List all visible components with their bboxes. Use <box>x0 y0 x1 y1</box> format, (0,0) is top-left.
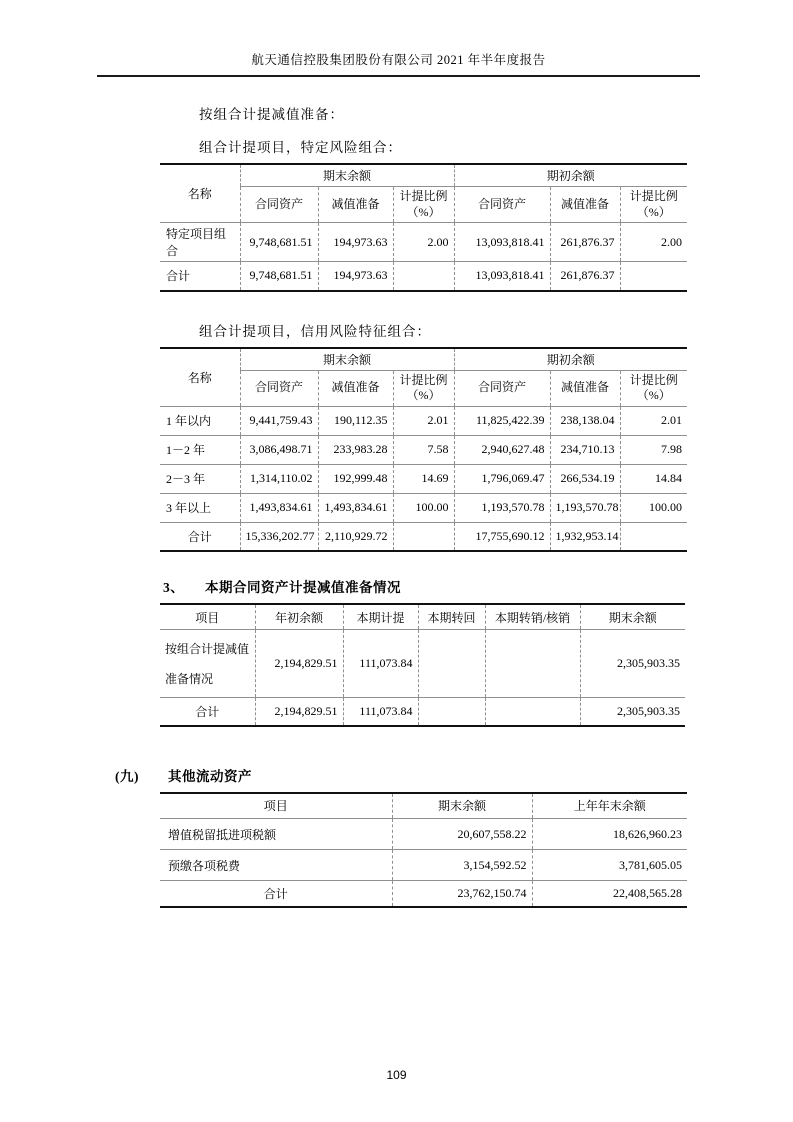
cell-prior-year-end-balance: 18,626,960.23 <box>532 819 687 850</box>
cell-end-impair: 233,983.28 <box>318 435 393 464</box>
cell-reversed <box>418 698 485 726</box>
cell-begin-impair: 1,193,570.78 <box>550 493 620 522</box>
section-9-number: (九) <box>115 768 139 784</box>
cell-end-ratio <box>393 522 454 551</box>
cell-beginning-balance: 2,194,829.51 <box>255 698 343 726</box>
col-header-ratio: 计提比例（%） <box>620 187 687 223</box>
cell-ending-balance: 23,762,150.74 <box>392 881 532 907</box>
cell-begin-asset: 13,093,818.41 <box>454 262 550 291</box>
cell-begin-ratio <box>620 522 687 551</box>
cell-begin-impair: 261,876.37 <box>550 223 620 262</box>
cell-end-impair: 1,493,834.61 <box>318 493 393 522</box>
section-3-title: 本期合同资产计提减值准备情况 <box>205 580 401 596</box>
col-header-written-off: 本期转销/核销 <box>485 604 580 629</box>
cell-begin-ratio: 100.00 <box>620 493 687 522</box>
cell-begin-asset: 1,796,069.47 <box>454 464 550 493</box>
col-group-beginning-balance: 期初余额 <box>454 348 687 371</box>
cell-end-asset: 3,086,498.71 <box>240 435 318 464</box>
cell-begin-ratio <box>620 262 687 291</box>
table-row <box>160 435 687 464</box>
col-header-impairment: 减值准备 <box>550 370 620 406</box>
page-number: 109 <box>386 1068 407 1082</box>
table-other-current-assets <box>160 792 687 908</box>
cell-begin-asset: 1,193,570.78 <box>454 493 550 522</box>
table-row <box>160 629 685 697</box>
paragraph-impairment-intro: 按组合计提减值准备： <box>199 107 344 122</box>
cell-end-impair: 192,999.48 <box>318 464 393 493</box>
col-header-beginning-balance: 年初余额 <box>255 604 343 629</box>
cell-reversed <box>418 629 485 697</box>
cell-end-ratio: 100.00 <box>393 493 454 522</box>
cell-begin-ratio: 2.00 <box>620 223 687 262</box>
col-header-prior-year-end-balance: 上年年末余额 <box>532 793 687 819</box>
col-header-contract-asset: 合同资产 <box>454 187 550 223</box>
row-label: 按组合计提减值准备情况 <box>160 629 255 697</box>
paragraph-specific-intro: 组合计提项目，特定风险组合： <box>199 140 402 155</box>
table-header-row <box>160 164 687 187</box>
table-subheader-row <box>160 187 687 223</box>
cell-end-impair: 194,973.63 <box>318 262 393 291</box>
cell-end-ratio <box>393 262 454 291</box>
cell-written-off <box>485 629 580 697</box>
col-group-ending-balance: 期末余额 <box>240 164 454 187</box>
cell-begin-asset: 11,825,422.39 <box>454 406 550 435</box>
table-subheader-row <box>160 370 687 406</box>
cell-begin-asset: 13,093,818.41 <box>454 223 550 262</box>
cell-begin-asset: 2,940,627.48 <box>454 435 550 464</box>
cell-end-impair: 194,973.63 <box>318 223 393 262</box>
cell-end-asset: 9,748,681.51 <box>240 223 318 262</box>
table-row <box>160 223 687 262</box>
cell-begin-impair: 261,876.37 <box>550 262 620 291</box>
cell-begin-impair: 1,932,953.14 <box>550 522 620 551</box>
cell-end-asset: 9,748,681.51 <box>240 262 318 291</box>
cell-end-ratio: 2.00 <box>393 223 454 262</box>
cell-end-ratio: 14.69 <box>393 464 454 493</box>
table-row <box>160 819 687 850</box>
table-total-row <box>160 698 685 726</box>
cell-end-impair: 190,112.35 <box>318 406 393 435</box>
cell-end-asset: 1,493,834.61 <box>240 493 318 522</box>
row-label: 1－2 年 <box>160 435 240 464</box>
cell-end-asset: 9,441,759.43 <box>240 406 318 435</box>
cell-begin-ratio: 7.98 <box>620 435 687 464</box>
cell-ending-balance: 2,305,903.35 <box>580 629 685 697</box>
col-header-ending-balance: 期末余额 <box>392 793 532 819</box>
row-label: 合计 <box>160 262 240 291</box>
col-header-impairment: 减值准备 <box>550 187 620 223</box>
cell-end-asset: 15,336,202.77 <box>240 522 318 551</box>
row-label: 预缴各项税费 <box>160 850 392 881</box>
section-9-title: 其他流动资产 <box>168 768 252 784</box>
table-header-row <box>160 604 685 629</box>
cell-begin-impair: 266,534.19 <box>550 464 620 493</box>
cell-end-ratio: 2.01 <box>393 406 454 435</box>
col-header-item: 项目 <box>160 793 392 819</box>
row-label: 2－3 年 <box>160 464 240 493</box>
table-total-row <box>160 262 687 291</box>
table-row <box>160 850 687 881</box>
cell-begin-asset: 17,755,690.12 <box>454 522 550 551</box>
cell-ending-balance: 2,305,903.35 <box>580 698 685 726</box>
paragraph-credit-intro: 组合计提项目，信用风险特征组合： <box>199 323 431 339</box>
cell-begin-ratio: 14.84 <box>620 464 687 493</box>
table-header-row <box>160 348 687 371</box>
col-header-impairment: 减值准备 <box>318 187 393 223</box>
cell-end-asset: 1,314,110.02 <box>240 464 318 493</box>
table-credit-risk <box>160 347 687 553</box>
cell-begin-ratio: 2.01 <box>620 406 687 435</box>
document-header <box>97 50 700 77</box>
cell-written-off <box>485 698 580 726</box>
col-header-name: 名称 <box>160 348 240 407</box>
col-group-ending-balance: 期末余额 <box>240 348 454 371</box>
section-9-heading <box>115 765 700 785</box>
cell-end-impair: 2,110,929.72 <box>318 522 393 551</box>
row-label: 1 年以内 <box>160 406 240 435</box>
col-header-contract-asset: 合同资产 <box>454 370 550 406</box>
col-header-ratio: 计提比例（%） <box>620 370 687 406</box>
row-label: 特定项目组合 <box>160 223 240 262</box>
col-header-reversed: 本期转回 <box>418 604 485 629</box>
col-header-ending-balance: 期末余额 <box>580 604 685 629</box>
col-header-accrued: 本期计提 <box>343 604 418 629</box>
row-label: 合计 <box>160 698 255 726</box>
cell-ending-balance: 20,607,558.22 <box>392 819 532 850</box>
col-header-ratio: 计提比例（%） <box>393 370 454 406</box>
document-title: 航天通信控股集团股份有限公司 2021 年半年度报告 <box>251 53 546 67</box>
table-specific-risk <box>160 163 687 292</box>
section-3-heading <box>163 576 700 596</box>
col-header-item: 项目 <box>160 604 255 629</box>
table-row <box>160 493 687 522</box>
row-label: 合计 <box>160 881 392 907</box>
cell-begin-impair: 238,138.04 <box>550 406 620 435</box>
col-header-name: 名称 <box>160 164 240 223</box>
section-3-number: 3、 <box>163 580 185 596</box>
table-row <box>160 406 687 435</box>
col-header-impairment: 减值准备 <box>318 370 393 406</box>
cell-prior-year-end-balance: 3,781,605.05 <box>532 850 687 881</box>
row-label: 合计 <box>160 522 240 551</box>
col-header-contract-asset: 合同资产 <box>240 370 318 406</box>
cell-accrued: 111,073.84 <box>343 629 418 697</box>
cell-beginning-balance: 2,194,829.51 <box>255 629 343 697</box>
cell-ending-balance: 3,154,592.52 <box>392 850 532 881</box>
cell-end-ratio: 7.58 <box>393 435 454 464</box>
table-row <box>160 464 687 493</box>
table-total-row <box>160 881 687 907</box>
cell-begin-impair: 234,710.13 <box>550 435 620 464</box>
row-label: 增值税留抵进项税额 <box>160 819 392 850</box>
cell-prior-year-end-balance: 22,408,565.28 <box>532 881 687 907</box>
table-provision <box>160 603 685 726</box>
row-label: 3 年以上 <box>160 493 240 522</box>
col-header-contract-asset: 合同资产 <box>240 187 318 223</box>
table-header-row <box>160 793 687 819</box>
table-total-row <box>160 522 687 551</box>
cell-accrued: 111,073.84 <box>343 698 418 726</box>
col-group-beginning-balance: 期初余额 <box>454 164 687 187</box>
col-header-ratio: 计提比例（%） <box>393 187 454 223</box>
